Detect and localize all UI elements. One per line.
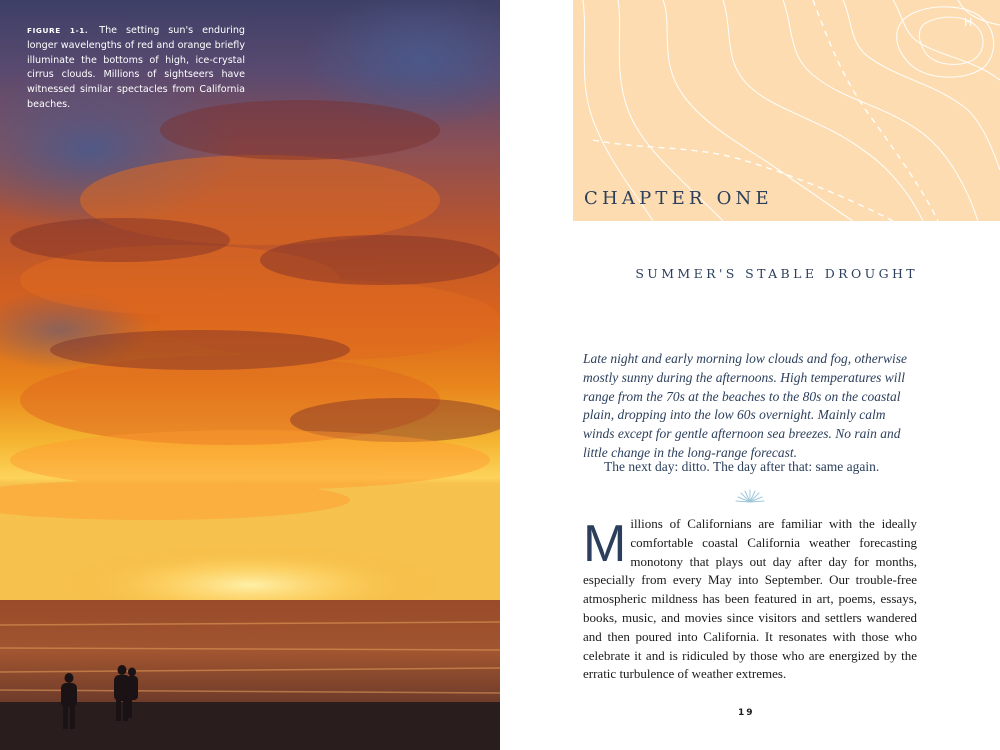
page-gutter	[500, 0, 573, 750]
drop-cap: M	[583, 515, 627, 573]
figure-caption	[27, 24, 245, 113]
body-paragraph	[583, 515, 917, 684]
body-text: illions of Californians are familiar with the ideally comfortable coastal California weather forecasting monotony that plays out day after day for months, especially from every May into September. Our trouble-free atmospheric mildness has been featured in art, poems, essays, books, music, and movies since visitors and settlers wandered and then poured into California. It resonates with those who celebrate it and is ridiculed by those who are energized by the erratic turbulence of weather extremes.	[583, 516, 917, 682]
chapter-title: SUMMER'S STABLE DROUGHT	[635, 266, 918, 281]
topo-marker-label: H	[964, 16, 973, 29]
figure-label: FIGURE 1-1.	[27, 26, 89, 35]
sun-ornament-icon	[735, 489, 765, 503]
forecast-epigraph: Late night and early morning low clouds and fog, otherwise mostly sunny during the afternoons. High temperatures will range from the 70s at the beaches to the 80s on the coastal plain, dropping into the low 60s overnight. Mainly calm winds except for gentle afternoon sea breezes. No rain and little change in the long-range forecast.	[583, 351, 907, 460]
right-page	[573, 0, 1000, 750]
page-number: 19	[738, 708, 755, 718]
chapter-label: CHAPTER ONE	[584, 188, 773, 209]
next-day-line: The next day: ditto. The day after that: same again.	[604, 459, 880, 474]
caption-text: The setting sun's enduring longer wavelengths of red and orange briefly illuminate the bottoms of high, ice-crystal cirrus clouds. Millions of sightseers have witnessed similar spectacles from California beaches.	[27, 25, 245, 110]
chapter-header-block	[573, 0, 1000, 221]
